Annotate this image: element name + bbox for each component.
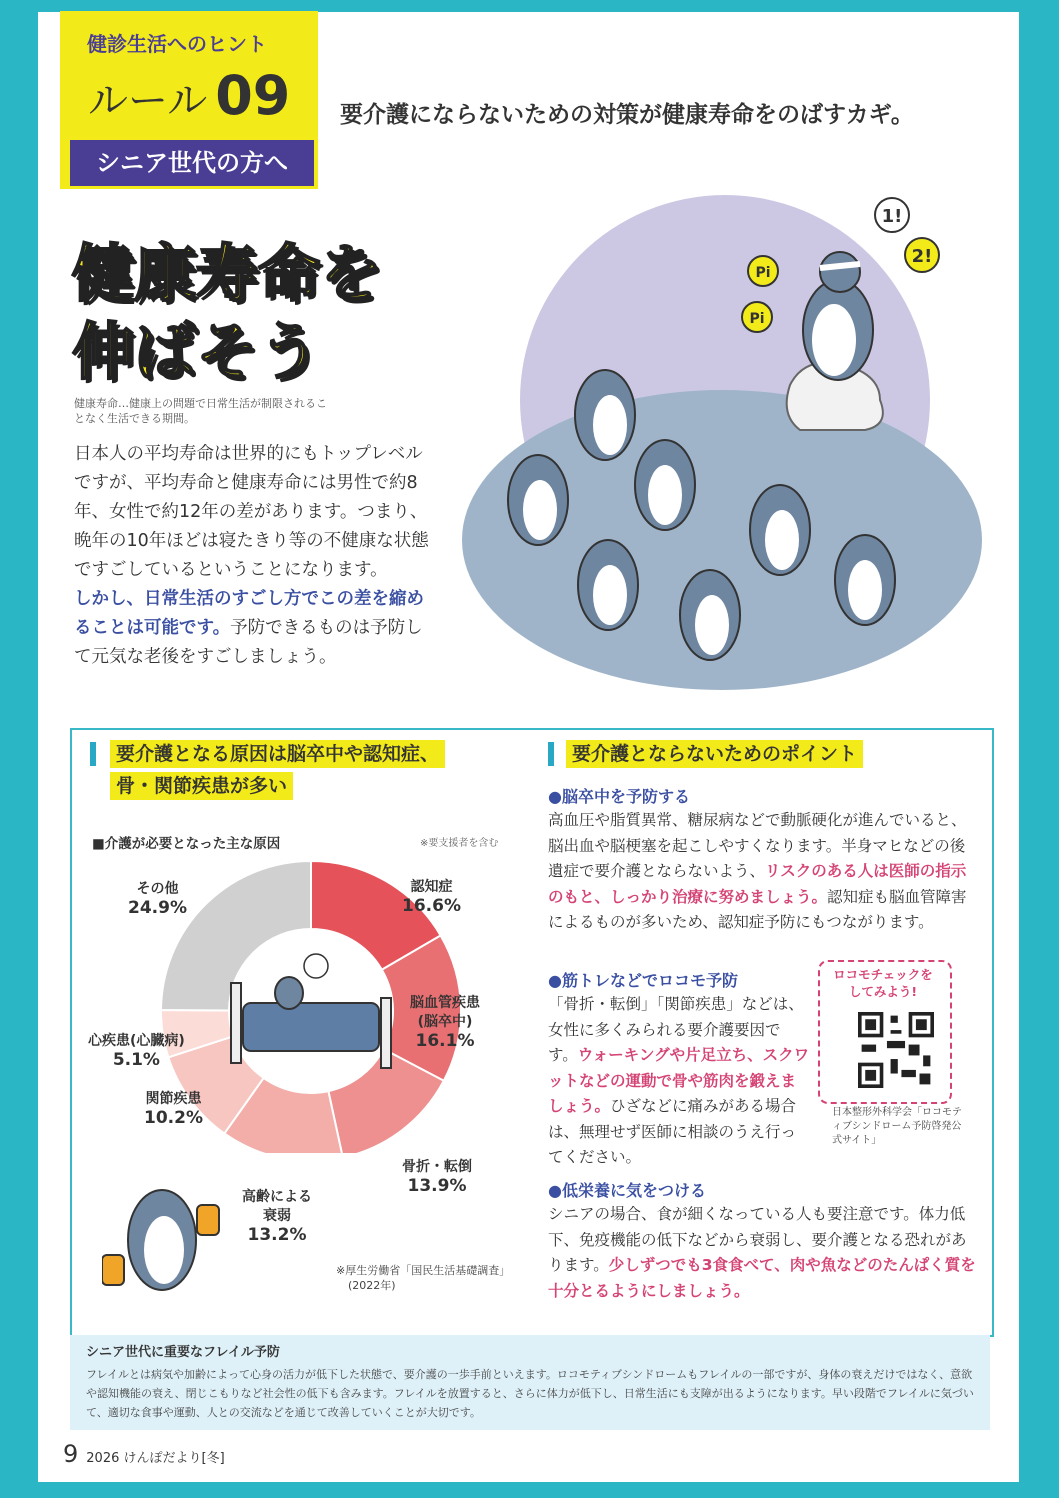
qr-caption: 日本整形外科学会「ロコモティブシンドローム予防啓発公式サイト」 [832, 1107, 962, 1146]
intro-paragraph-1: 日本人の平均寿命は世界的にもトップレベルですが、平均寿命と健康寿命には男性で約8年、女性で約12年の差があります。つまり、晩年の10年ほどは寝たきり等の不健康な状態ですごしているということになります。 [74, 444, 429, 580]
label-other-pct: 24.9% [128, 898, 187, 918]
publication-name: 2026 けんぽだより[冬] [86, 1451, 225, 1466]
label-joint [144, 1090, 203, 1128]
frailty-body: フレイルとは病気や加齢によって心身の活力が低下した状態で、要介護の一歩手前といえます。ロコモティブシンドロームもフレイルの一部ですが、身体の衰えだけではなく、意欲や認知機能の衰え、閉じこもりなど社会性の低下も含みます。フレイルを放置すると、さらに体力が低下し、日常生活にも支障が出るようになります。早い段階でフレイルに気づいて、適切な食事や運動、人との交流などを通じて改善していくことが大切です。 [86, 1368, 974, 1419]
label-other [128, 880, 187, 918]
label-heart-name: 心疾患(心臓病) [88, 1033, 185, 1049]
label-stroke-name2: (脳卒中) [417, 1014, 473, 1030]
chart-source-line2: (2022年) [348, 1279, 396, 1292]
hero-title-line2: 伸ばそう [72, 315, 321, 388]
label-fracture-name: 骨折・転倒 [402, 1159, 472, 1175]
label-joint-name: 関節疾患 [145, 1091, 202, 1107]
label-stroke-pct: 16.1% [415, 1031, 475, 1051]
point1-title: ●脳卒中を予防する [548, 787, 690, 806]
causes-heading-line1: 要介護となる原因は脳卒中や認知症、 [110, 740, 445, 768]
causes-heading-line2: 骨・関節疾患が多い [110, 772, 293, 800]
target-badge: シニア世代の方へ [70, 140, 314, 186]
bubble-pi-a-text: Pi [755, 265, 771, 281]
hero-title [72, 235, 382, 391]
point1-tail: 認知症も脳血管障害によるものが多いため、認知症予防にもつながります。 [548, 887, 967, 931]
point2-body [548, 992, 810, 1171]
point3-text: シニアの場合、食が細くなっている人も要注意です。体力低下、免疫機能の低下などから衰弱し、要介護となる恐れがあります。 [548, 1205, 967, 1274]
rule-number: 09 [215, 64, 291, 127]
chart-note: ※要支援者を含む [420, 838, 499, 849]
chart-source-line1: ※厚生労働省「国民生活基礎調査」 [336, 1264, 511, 1277]
point2-title: ●筋トレなどでロコモ予防 [548, 971, 738, 990]
definition-note: 健康寿命…健康上の問題で日常生活が制限されることなく生活できる期間。 [74, 397, 327, 425]
frailty-title: シニア世代に重要なフレイル予防 [86, 1345, 280, 1360]
label-frailty-name2: 衰弱 [263, 1208, 291, 1224]
point3-emphasis: 少しずつでも3食食べて、肉や魚などのたんぱく質を十分とるようにしましょう。 [548, 1256, 976, 1300]
label-dementia-pct: 16.6% [402, 896, 461, 916]
section-bar-points [548, 742, 554, 766]
label-frailty-name1: 高齢による [242, 1189, 312, 1205]
label-stroke [410, 994, 480, 1051]
point2-emphasis: ウォーキングや片足立ち、スクワットなどの運動で骨や筋肉を鍛えましょう。 [548, 1046, 810, 1115]
label-dementia-name: 認知症 [410, 879, 453, 895]
point2-text: 「骨折・転倒」「関節疾患」などは、女性に多くみられる要介護要因です。 [548, 995, 804, 1064]
page-number: 9 [63, 1440, 79, 1468]
label-fracture [402, 1158, 472, 1196]
category-label: 健診生活へのヒント [87, 32, 267, 56]
penguin-illustration [460, 190, 1000, 700]
qr-code-icon[interactable] [858, 1012, 934, 1088]
label-heart [88, 1032, 185, 1070]
rule-label [88, 64, 290, 127]
intro-paragraph-2: 予防できるものは予防して元気な老後をすごしましょう。 [74, 618, 423, 667]
qr-title [818, 966, 948, 1000]
label-fracture-pct: 13.9% [407, 1176, 467, 1196]
points-heading: 要介護とならないためのポイント [566, 740, 863, 768]
point2-tail: ひざなどに痛みがある場合は、無理せず医師に相談のうえ行ってください。 [548, 1097, 797, 1166]
section-bar-causes [90, 742, 96, 766]
point1-emphasis: リスクのある人は医師の指示のもと、しっかり治療に努めましょう。 [548, 862, 967, 906]
bubble-pi-b-text: Pi [749, 311, 765, 327]
label-frailty [242, 1188, 312, 1245]
point1-text: 高血圧や脂質異常、糖尿病などで動脈硬化が進んでいると、脳出血や脳梗塞を起こしやすくなります。半身マヒなどの後遺症で要介護とならないよう、 [548, 811, 967, 880]
point1-body [548, 808, 978, 936]
headline: 要介護にならないための対策が健康寿命をのばすカギ。 [340, 102, 914, 128]
qr-title-line2: してみよう! [848, 984, 918, 999]
frailty-box [70, 1335, 990, 1430]
causes-and-points-panel [70, 728, 994, 1337]
dumbbell-penguin-icon [102, 1145, 222, 1305]
label-heart-pct: 5.1% [112, 1050, 160, 1070]
chart-title: ■介護が必要となった主な原因 [92, 836, 281, 852]
point3-body [548, 1202, 978, 1304]
label-other-name: その他 [136, 881, 179, 897]
label-dementia [402, 878, 461, 916]
rule-word: ルール [88, 78, 208, 124]
label-stroke-name1: 脳血管疾患 [410, 995, 480, 1011]
label-joint-pct: 10.2% [144, 1108, 203, 1128]
hero-title-line1: 健康寿命を [72, 237, 383, 310]
chart-source [336, 1263, 510, 1293]
bubble-1-text: 1! [881, 206, 903, 227]
intro-emphasis: しかし、日常生活のすごし方でこの差を縮めることは可能です。 [74, 589, 424, 638]
bubble-2-text: 2! [911, 246, 933, 267]
intro-text [74, 440, 440, 672]
footer [63, 1440, 225, 1468]
qr-title-line1: ロコモチェックを [833, 967, 933, 982]
label-frailty-pct: 13.2% [247, 1225, 307, 1245]
point3-title: ●低栄養に気をつける [548, 1181, 706, 1200]
